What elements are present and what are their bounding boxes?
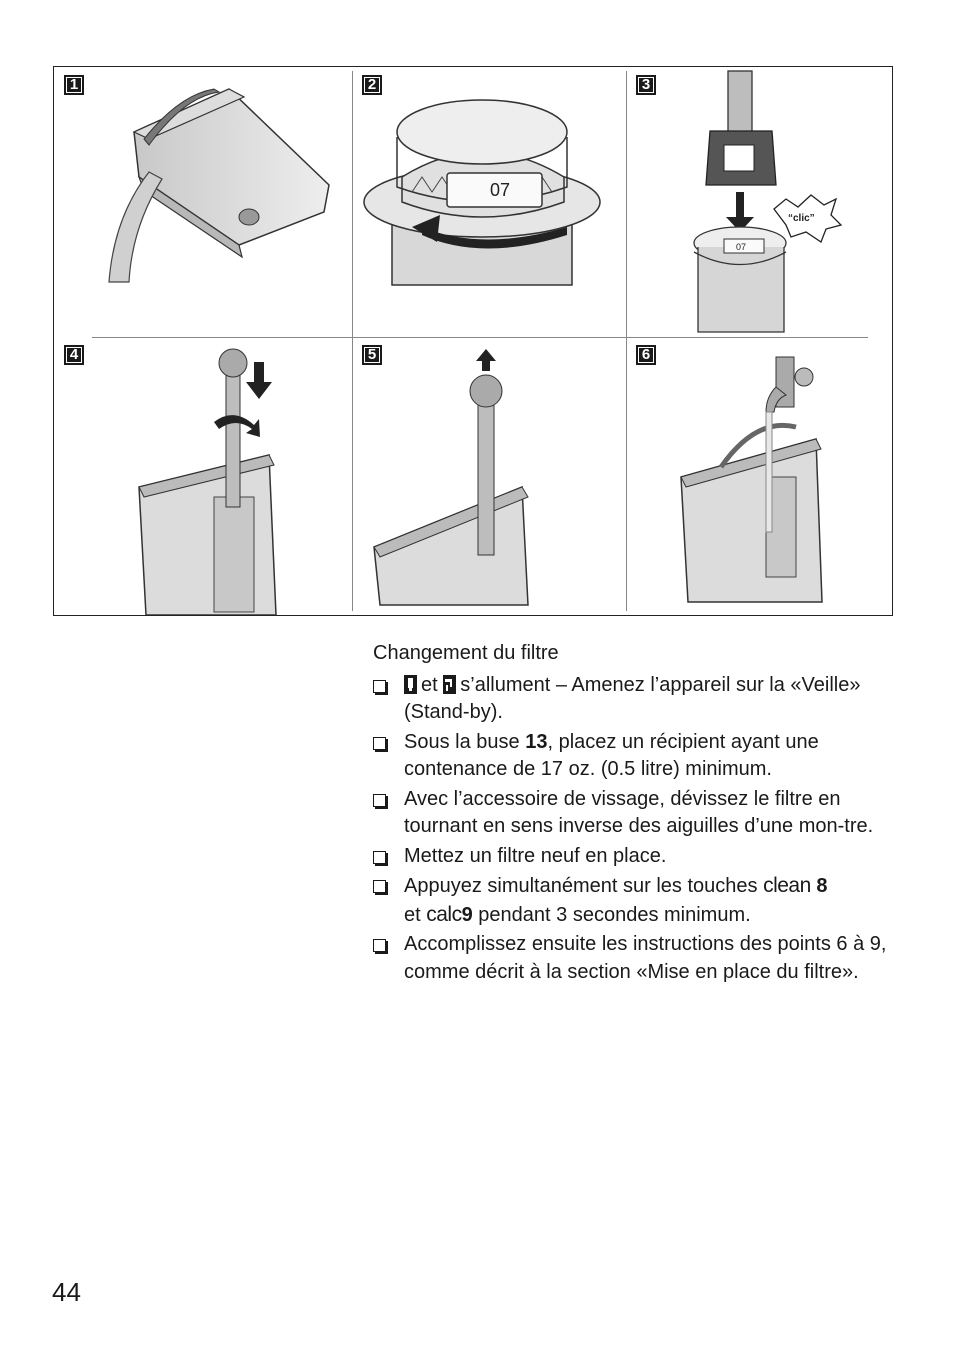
step-number: 6 xyxy=(636,345,656,365)
fill-tank-illustration xyxy=(626,337,894,615)
checkbox-bullet xyxy=(373,794,386,807)
tap-icon xyxy=(443,675,456,694)
list-item xyxy=(373,872,898,929)
insert-filter-illustration xyxy=(54,337,352,615)
list-item xyxy=(373,843,898,871)
filter-dial-illustration xyxy=(352,67,626,337)
tank-pouring-illustration xyxy=(54,67,352,337)
item-text: pendant 3 secondes minimum. xyxy=(478,903,751,926)
panel-2 xyxy=(352,67,626,337)
panel-5 xyxy=(352,337,626,615)
section-title: Changement du filtre xyxy=(373,642,559,664)
calc-key: calc xyxy=(426,902,462,926)
step-number: 1 xyxy=(64,75,84,95)
page-number: 44 xyxy=(52,1277,81,1307)
list-item xyxy=(373,672,898,727)
item-text: Accomplissez ensuite les instructions des points 6 à 9, comme décrit à la section «Mise en place du filtre». xyxy=(404,933,887,983)
filter-tool-illustration xyxy=(626,67,894,337)
step-number: 2 xyxy=(362,75,382,95)
item-text: Appuyez simultanément sur les touches xyxy=(404,875,764,897)
checkbox-bullet xyxy=(373,851,386,864)
list-item xyxy=(373,729,898,784)
step-number: 5 xyxy=(362,345,382,365)
list-item xyxy=(373,786,898,841)
item-text: , placez un récipient ayant une contenance de 17 oz. (0.5 litre) minimum. xyxy=(404,730,819,780)
clic-callout: “clic” xyxy=(788,213,815,224)
key-number: 8 xyxy=(816,875,828,897)
checkbox-bullet xyxy=(373,880,386,893)
checkbox-bullet xyxy=(373,939,386,952)
panel-3 xyxy=(626,67,894,337)
list-item xyxy=(373,931,898,986)
step-number: 4 xyxy=(64,345,84,365)
item-text: Sous la buse xyxy=(404,730,526,753)
conjunction: et xyxy=(404,903,421,926)
clean-key: clean xyxy=(763,874,811,897)
dial-text: 07 xyxy=(736,242,747,252)
panel-6 xyxy=(626,337,894,615)
nozzle-number: 13 xyxy=(525,730,548,753)
filter-icon xyxy=(404,675,417,694)
panel-1 xyxy=(54,67,352,337)
checkbox-bullet xyxy=(373,737,386,750)
panel-4 xyxy=(54,337,352,615)
item-text: Avec l’accessoire de vissage, dévissez le filtre en tournant en sens inverse des aiguilles d’une mon-tre. xyxy=(404,787,874,837)
conjunction: et xyxy=(421,673,438,696)
key-number: 9 xyxy=(461,903,473,926)
remove-tool-illustration xyxy=(352,337,626,615)
item-text: s’allument – Amenez l’appareil sur la «Veille» (Stand-by). xyxy=(404,673,861,723)
instructions xyxy=(373,640,898,988)
instruction-figure xyxy=(53,66,893,616)
item-text: Mettez un filtre neuf en place. xyxy=(404,844,667,867)
dial-text: 07 xyxy=(490,180,511,200)
checkbox-bullet xyxy=(373,680,386,693)
step-number: 3 xyxy=(636,75,656,95)
